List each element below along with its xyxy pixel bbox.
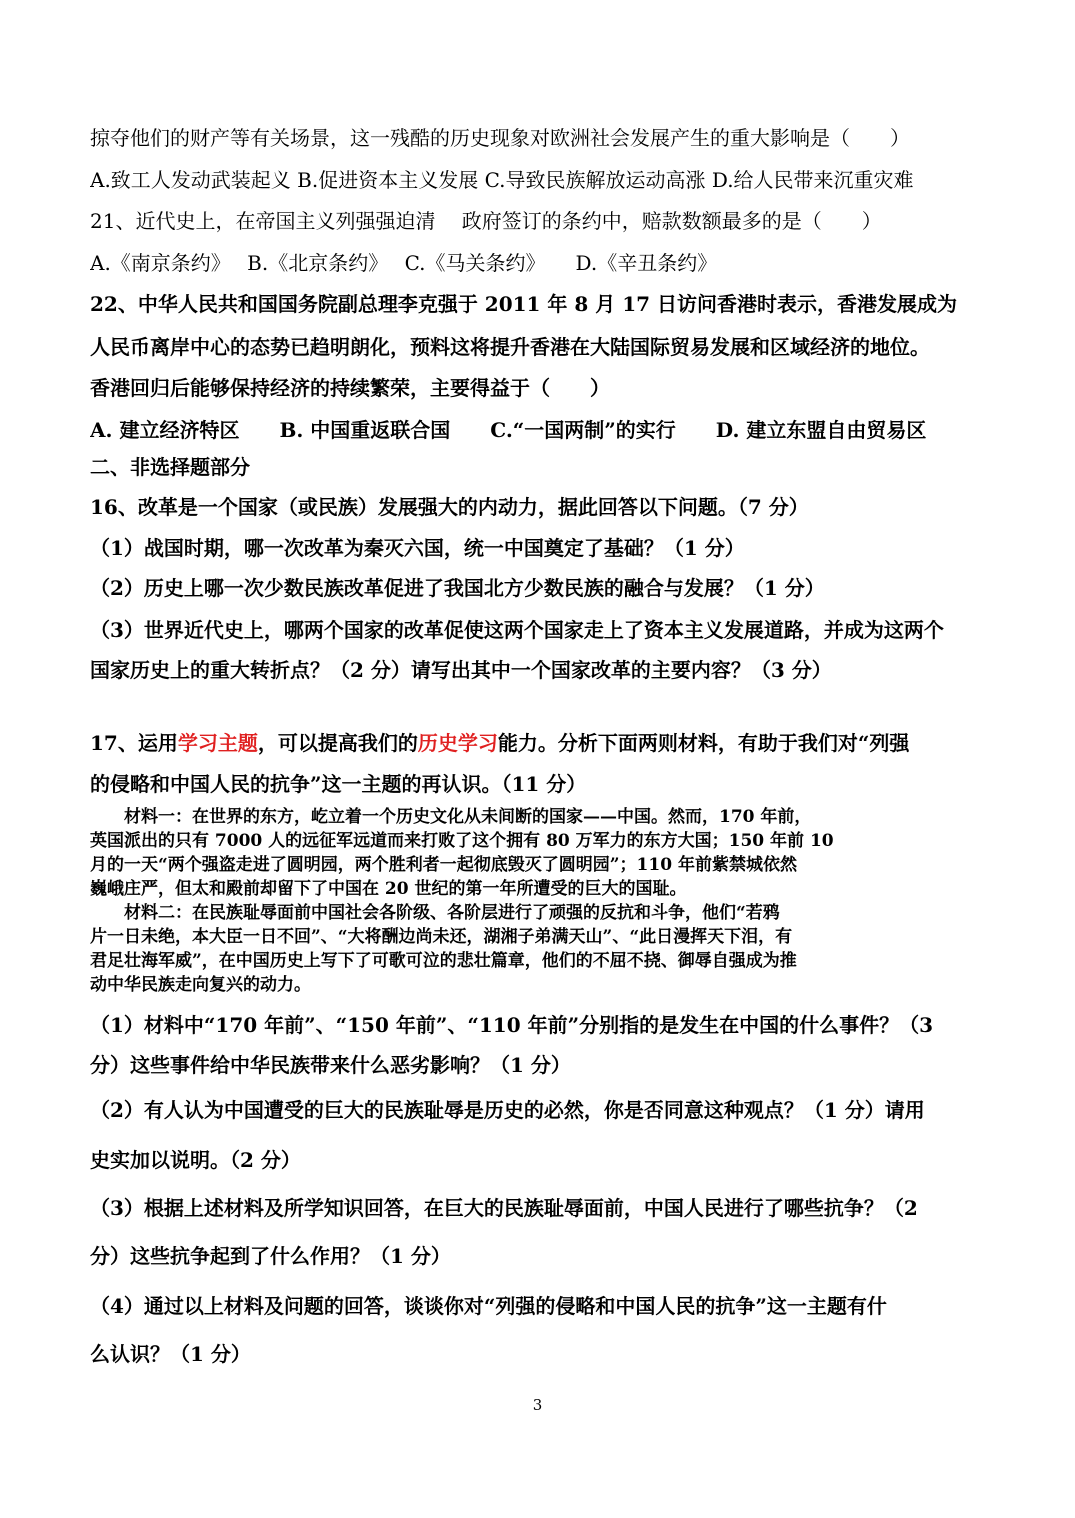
material2-line2: 片一日未绝，本大臣一日不回”、“大将酬边尚未还，湖湘子弟满天山”、“此日漫挥天下泪，有 xyxy=(90,927,793,947)
section-heading: 二、非选择题部分 xyxy=(90,455,250,479)
q17-sub3-line1: （3）根据上述材料及所学知识回答，在巨大的民族耻辱面前，中国人民进行了哪些抗争？（2 xyxy=(90,1196,918,1220)
q16-sub1: （1）战国时期，哪一次改革为秦灭六国，统一中国奠定了基础？（1 分） xyxy=(90,536,745,560)
q16-sub2: （2）历史上哪一次少数民族改革促进了我国北方少数民族的融合与发展？（1 分） xyxy=(90,576,825,600)
material2-line3: 君足壮海军威”，在中国历史上写下了可歌可泣的悲壮篇章，他们的不屈不挠、御辱自强成为推 xyxy=(90,951,797,971)
q16-stem: 16、改革是一个国家（或民族）发展强大的内动力，据此回答以下问题。（7 分） xyxy=(90,495,809,519)
q17-sub1-line1: （1）材料中“170 年前”、“150 年前”、“110 年前”分别指的是发生在中国的什么事件？（3 xyxy=(90,1013,933,1037)
q17-highlight-history: 历史学习 xyxy=(417,731,498,755)
page-number: 3 xyxy=(532,1396,543,1414)
material2-line1: 材料二：在民族耻辱面前中国社会各阶级、各阶层进行了顽强的反抗和斗争，他们“若鸦 xyxy=(90,903,780,923)
q20-stem-continuation: 掠夺他们的财产等有关场景，这一残酷的历史现象对欧洲社会发展产生的重大影响是（ ） xyxy=(90,126,910,150)
q16-sub3-line1: （3）世界近代史上，哪两个国家的改革促使这两个国家走上了资本主义发展道路，并成为这两个 xyxy=(90,618,944,642)
q21-options: A.《南京条约》 B.《北京条约》 C.《马关条约》 D.《辛丑条约》 xyxy=(90,251,718,275)
material1-line1: 材料一：在世界的东方，屹立着一个历史文化从未间断的国家——中国。然而，170 年前， xyxy=(90,807,812,827)
q20-options: A.致工人发动武装起义 B.促进资本主义发展 C.导致民族解放运动高涨 D.给人民带来沉重灾难 xyxy=(90,168,914,192)
q17-sub4-line2: 么认识？（1 分） xyxy=(90,1342,251,1366)
q17-sub2-line1: （2）有人认为中国遭受的巨大的民族耻辱是历史的必然，你是否同意这种观点？（1 分）请用 xyxy=(90,1098,925,1122)
q22-options: A. 建立经济特区 B. 中国重返联合国 C.“一国两制”的实行 D. 建立东盟自由贸易区 xyxy=(90,418,927,442)
q22-stem-line3: 香港回归后能够保持经济的持续繁荣，主要得益于（ ） xyxy=(90,376,610,400)
q22-stem-line1: 22、中华人民共和国国务院副总理李克强于 2011 年 8 月 17 日访问香港时表示，香港发展成为 xyxy=(90,292,958,316)
q21-stem: 21、近代史上，在帝国主义列强强迫清 政府签订的条约中，赔款数额最多的是（ ） xyxy=(90,209,882,233)
q16-sub3-line2: 国家历史上的重大转折点？（2 分）请写出其中一个国家改革的主要内容？（3 分） xyxy=(90,658,832,682)
q17-sub4-line1: （4）通过以上材料及问题的回答，谈谈你对“列强的侵略和中国人民的抗争”这一主题有什 xyxy=(90,1294,887,1318)
q17-stem-line2: 的侵略和中国人民的抗争”这一主题的再认识。（11 分） xyxy=(90,772,587,796)
q17-sub2-line2: 史实加以说明。（2 分） xyxy=(90,1148,301,1172)
q17-sub3-line2: 分）这些抗争起到了什么作用？（1 分） xyxy=(90,1244,451,1268)
q17-stem-text-2: ，可以提高我们的 xyxy=(257,731,418,755)
q17-stem-text-1: 17、运用 xyxy=(90,731,178,755)
q17-sub1-line2: 分）这些事件给中华民族带来什么恶劣影响？（1 分） xyxy=(90,1053,571,1077)
material1-line3: 月的一天“两个强盗走进了圆明园，两个胜利者一起彻底毁灭了圆明园”；110 年前紫禁城依然 xyxy=(90,855,797,875)
q17-stem-text-3: 能力。分析下面两则材料，有助于我们对“列强 xyxy=(497,731,910,755)
q17-highlight-topic: 学习主题 xyxy=(177,731,258,755)
q17-stem-line1 xyxy=(90,729,983,757)
material2-line4: 动中华民族走向复兴的动力。 xyxy=(90,975,311,995)
material1-line2: 英国派出的只有 7000 人的远征军远道而来打败了这个拥有 80 万军力的东方大国；150 年前 10 xyxy=(90,831,834,851)
q22-stem-line2: 人民币离岸中心的态势已趋明朗化，预料这将提升香港在大陆国际贸易发展和区域经济的地位。 xyxy=(90,335,930,359)
material1-line4: 巍峨庄严，但太和殿前却留下了中国在 20 世纪的第一年所遭受的巨大的国耻。 xyxy=(90,879,687,899)
